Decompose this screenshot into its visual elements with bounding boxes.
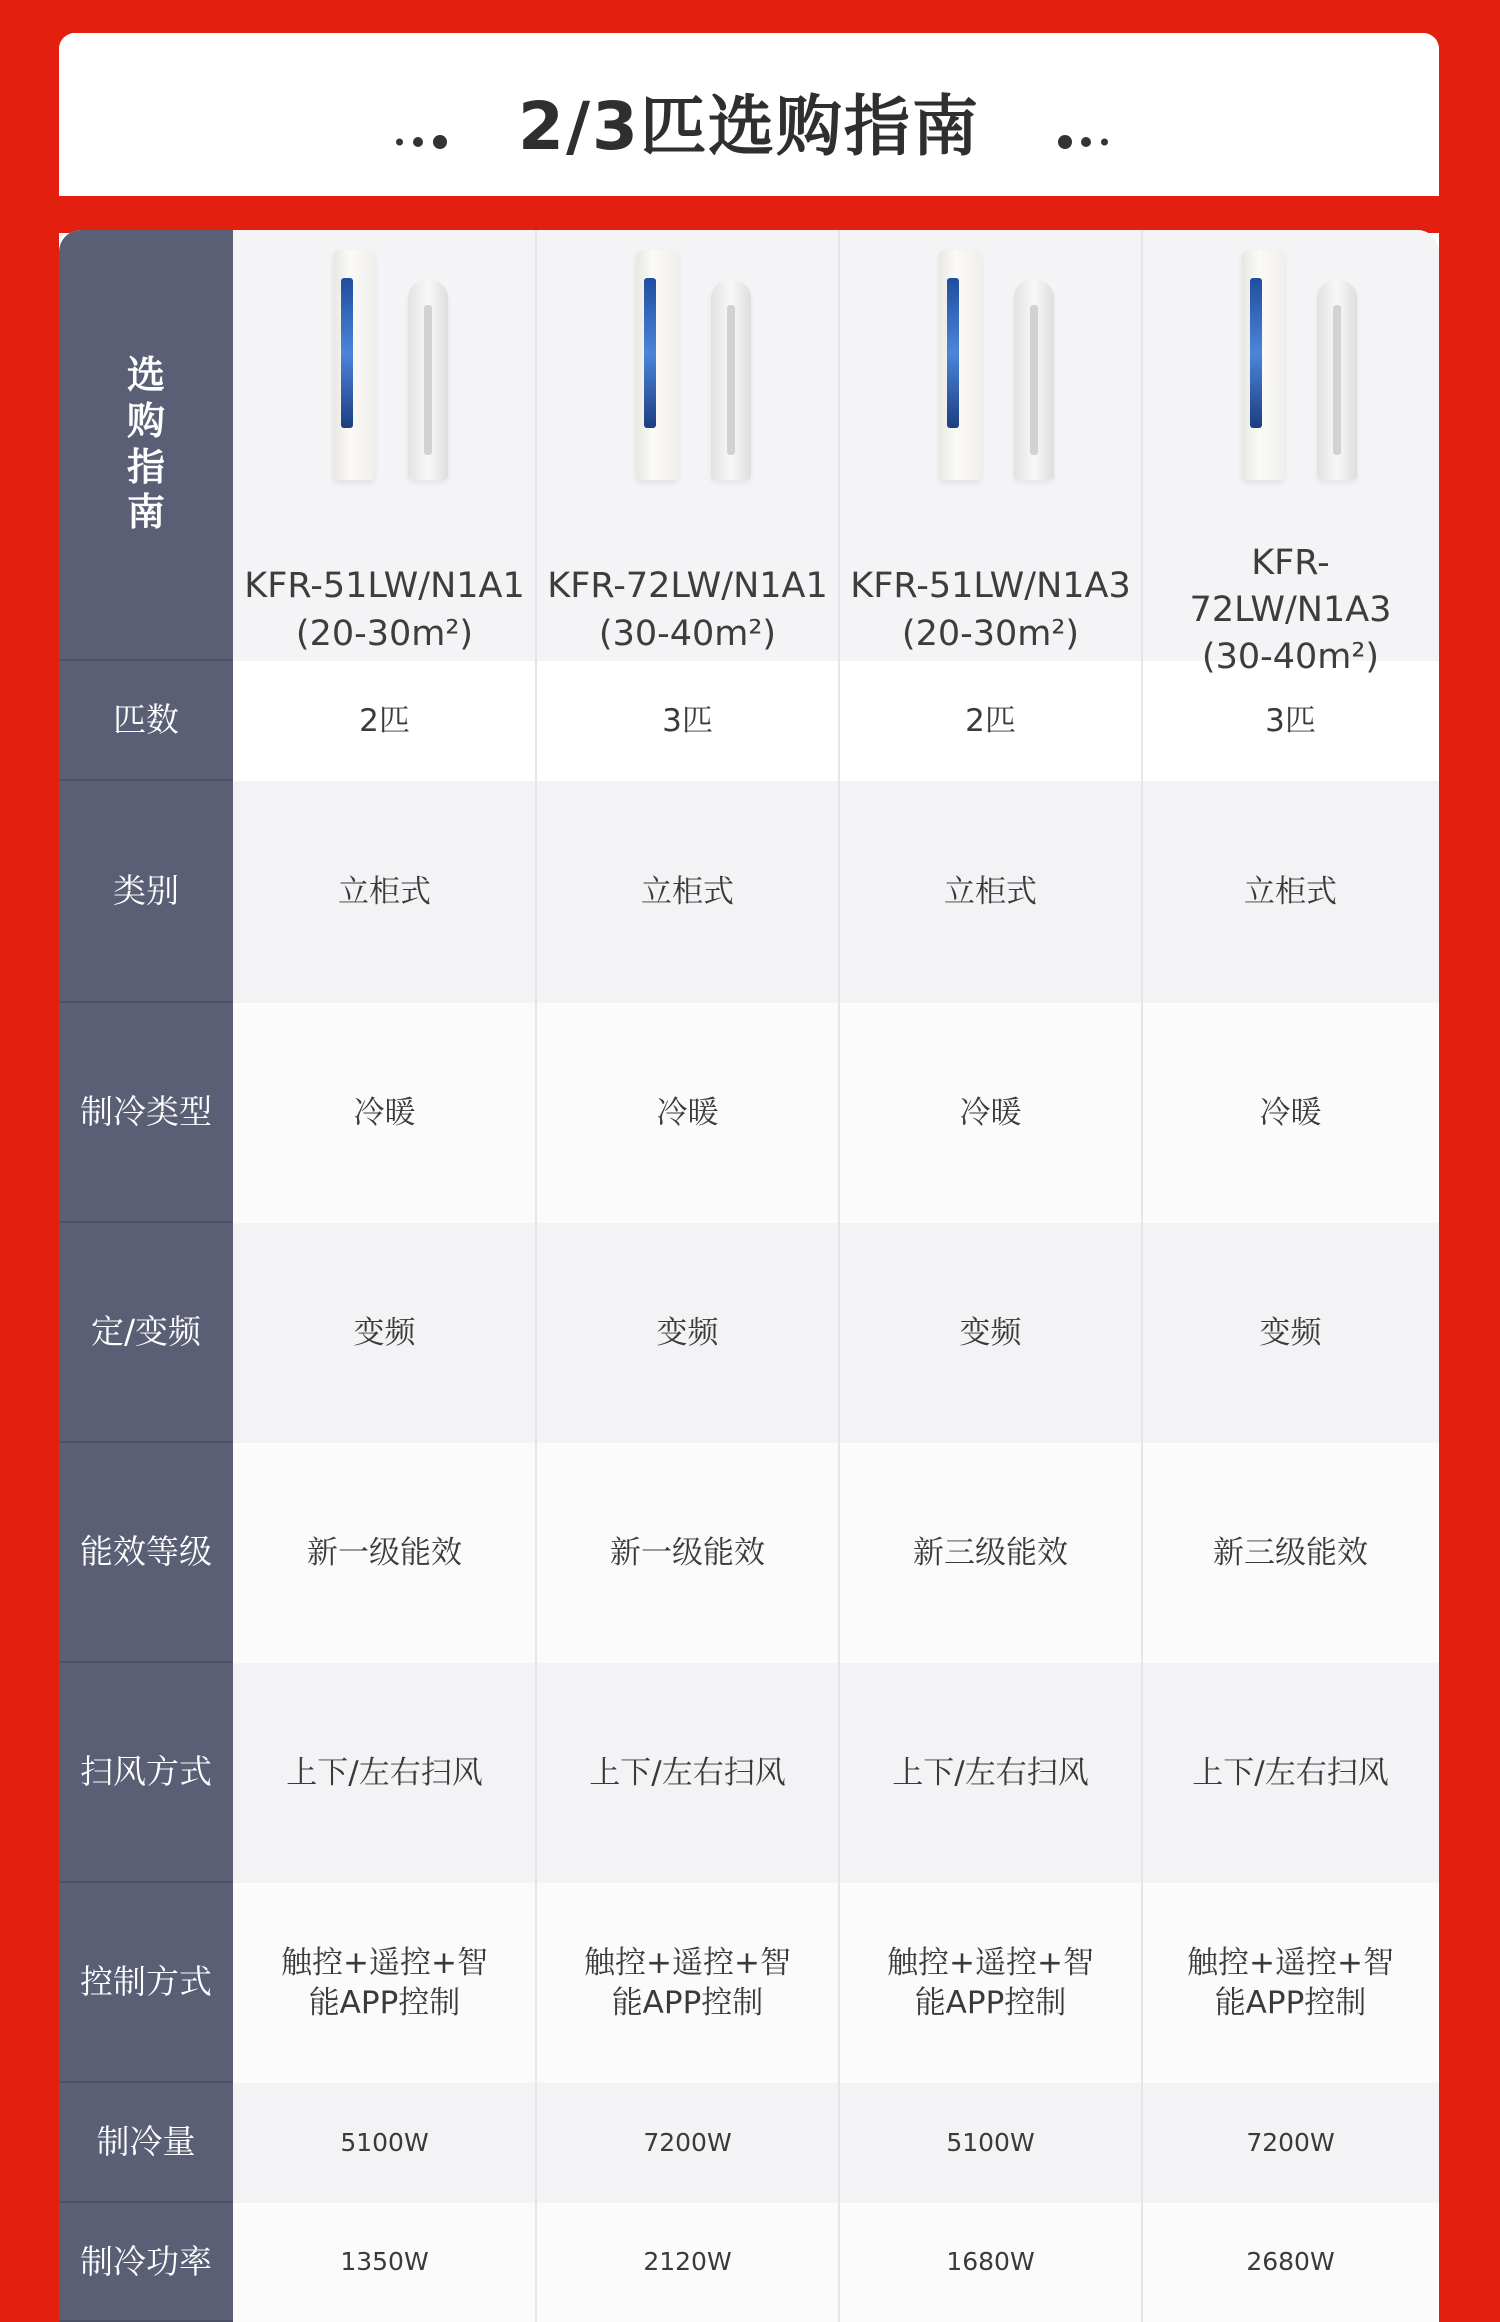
row-label-cooling_power: 制冷功率 bbox=[59, 2203, 233, 2322]
product-header-cell bbox=[536, 230, 839, 661]
cell-cooling_power: 2120W bbox=[643, 2247, 732, 2277]
product-header-cell bbox=[1142, 230, 1439, 678]
product-area: (30-40m²) bbox=[1201, 637, 1380, 678]
cell-cooling_type: 冷暖 bbox=[656, 1094, 719, 1131]
guide-card bbox=[59, 33, 1439, 2322]
row-label-category: 类别 bbox=[59, 781, 233, 1003]
row-label-energy: 能效等级 bbox=[59, 1443, 233, 1663]
cell-energy: 新三级能效 bbox=[913, 1534, 1068, 1571]
cell-frequency: 变频 bbox=[1259, 1314, 1322, 1351]
row-label-frequency: 定/变频 bbox=[59, 1223, 233, 1443]
cell-pi: 2匹 bbox=[965, 702, 1016, 739]
cell-energy: 新一级能效 bbox=[610, 1534, 765, 1571]
cell-swing: 上下/左右扫风 bbox=[892, 1754, 1089, 1791]
cell-cooling_type: 冷暖 bbox=[1259, 1094, 1322, 1131]
product-area: (20-30m²) bbox=[901, 613, 1080, 654]
cell-control: 触控+遥控+智能APP控制 bbox=[887, 1944, 1094, 2021]
product-model: KFR-51LW/N1A1 bbox=[244, 566, 525, 607]
cell-cooling_type: 冷暖 bbox=[353, 1094, 416, 1131]
row-label-pi: 匹数 bbox=[59, 661, 233, 781]
cell-pi: 2匹 bbox=[359, 702, 410, 739]
cell-swing: 上下/左右扫风 bbox=[1192, 1754, 1389, 1791]
row-label-swing: 扫风方式 bbox=[59, 1663, 233, 1883]
cell-control: 触控+遥控+智能APP控制 bbox=[281, 1944, 488, 2021]
cell-category: 立柜式 bbox=[1244, 873, 1337, 910]
guide-header bbox=[59, 33, 1439, 196]
cell-control: 触控+遥控+智能APP控制 bbox=[1187, 1944, 1394, 2021]
cell-frequency: 变频 bbox=[353, 1314, 416, 1351]
cell-cooling_capacity: 5100W bbox=[946, 2127, 1035, 2157]
cell-frequency: 变频 bbox=[959, 1314, 1022, 1351]
product-header-cell bbox=[233, 230, 536, 661]
cell-energy: 新一级能效 bbox=[307, 1534, 462, 1571]
cell-energy: 新三级能效 bbox=[1213, 1534, 1368, 1571]
comparison-table bbox=[59, 230, 1439, 2322]
cell-cooling_type: 冷暖 bbox=[959, 1094, 1022, 1131]
cell-cooling_power: 1680W bbox=[946, 2247, 1035, 2277]
cell-swing: 上下/左右扫风 bbox=[286, 1754, 483, 1791]
product-area: (30-40m²) bbox=[598, 613, 777, 654]
cell-cooling_power: 1350W bbox=[340, 2247, 429, 2277]
cell-category: 立柜式 bbox=[338, 873, 431, 910]
product-model: KFR-72LW/N1A1 bbox=[547, 566, 828, 607]
cell-cooling_capacity: 5100W bbox=[340, 2127, 429, 2157]
product-header-cell bbox=[839, 230, 1142, 661]
cell-cooling_capacity: 7200W bbox=[643, 2127, 732, 2157]
cell-swing: 上下/左右扫风 bbox=[589, 1754, 786, 1791]
cell-frequency: 变频 bbox=[656, 1314, 719, 1351]
row-label-header: 选购指南 bbox=[59, 230, 233, 661]
row-label-cooling_type: 制冷类型 bbox=[59, 1003, 233, 1223]
cell-cooling_capacity: 7200W bbox=[1246, 2127, 1335, 2157]
cell-pi: 3匹 bbox=[1265, 702, 1316, 739]
cell-cooling_power: 2680W bbox=[1246, 2247, 1335, 2277]
cell-category: 立柜式 bbox=[641, 873, 734, 910]
product-area: (20-30m²) bbox=[295, 613, 474, 654]
row-label-cooling_capacity: 制冷量 bbox=[59, 2083, 233, 2203]
dots-right-icon bbox=[1058, 135, 1114, 149]
cell-pi: 3匹 bbox=[662, 702, 713, 739]
cell-category: 立柜式 bbox=[944, 873, 1037, 910]
product-model: KFR-72LW/N1A3 bbox=[1189, 542, 1392, 630]
cell-control: 触控+遥控+智能APP控制 bbox=[584, 1944, 791, 2021]
row-label-control: 控制方式 bbox=[59, 1883, 233, 2083]
product-model: KFR-51LW/N1A3 bbox=[850, 566, 1131, 607]
header-divider bbox=[59, 196, 1439, 233]
page-title: 2/3匹选购指南 bbox=[518, 88, 980, 165]
